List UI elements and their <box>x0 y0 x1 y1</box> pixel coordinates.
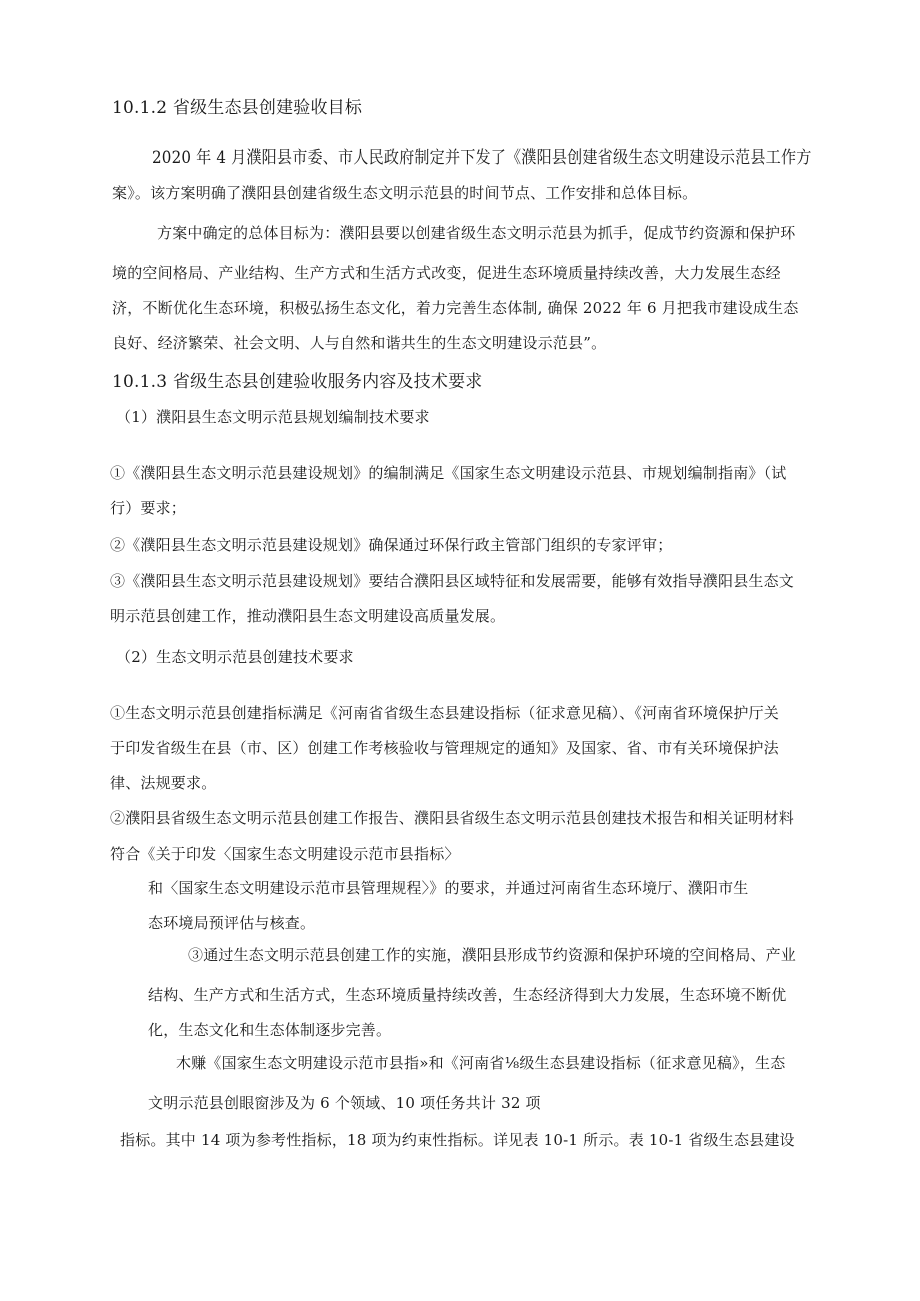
list-item-line: 结构、生产方式和生活方式，生态环境质量持续改善，生态经济得到大力发展，生态环境不断优 <box>148 986 787 1004</box>
section-heading-10-1-3: 10.1.3 省级生态县创建验收服务内容及技术要求 <box>112 372 483 392</box>
list-item-line: ①《濮阳县生态文明示范县建设规划》的编制满足《国家生态文明建设示范县、市规划编制指南》（试 <box>110 464 787 482</box>
list-item-line: 和〈国家生态文明建设示范市县管理规程〉》的要求，并通过河南省生态环境厅、濮阳市生 <box>148 879 749 897</box>
paragraph-line: 良好、经济繁荣、社会文明、人与自然和谐共生的生态文明建设示范县”。 <box>112 334 607 352</box>
list-item-line: 行）要求； <box>110 499 187 517</box>
subsection-heading-2: （2）生态文明示范县创建技术要求 <box>116 648 354 666</box>
list-item-line: 于印发省级生在县（市、区）创建工作考核验收与管理规定的通知》及国家、省、市有关环境保护法 <box>110 739 779 757</box>
list-item-line: 化，生态文化和生态体制逐步完善。 <box>148 1021 392 1039</box>
list-item-line: 符合《关于印发〈国家生态文明建设示范市县指标〉 <box>110 845 460 863</box>
paragraph-line: 木赚《国家生态文明建设示范市县指»和《河南省⅛级生态县建设指标（征求意见稿》，生态 <box>176 1054 786 1072</box>
subsection-heading-1: （1）濮阳县生态文明示范县规划编制技术要求 <box>116 408 430 426</box>
paragraph-line: 方案中确定的总体目标为：濮阳县要以创建省级生态文明示范县为抓手，促成节约资源和保护环 <box>157 224 796 242</box>
list-item-line: ②《濮阳县生态文明示范县建设规划》确保通过环保行政主管部门组织的专家评审； <box>110 536 673 554</box>
list-item-line: ②濮阳县省级生态文明示范县创建工作报告、濮阳县省级生态文明示范县创建技术报告和相关证明材料 <box>110 809 795 827</box>
paragraph-line: 2020 年 4 月濮阳县市委、市人民政府制定并下发了《濮阳县创建省级生态文明建设示范县工作方 <box>152 148 812 168</box>
section-heading-10-1-2: 10.1.2 省级生态县创建验收目标 <box>112 98 363 118</box>
list-item-line: ①生态文明示范县创建指标满足《河南省省级生态县建设指标（征求意见稿）、《河南省环境保护厅关 <box>110 704 780 722</box>
paragraph-line: 案》。该方案明确了濮阳县创建省级生态文明示范县的时间节点、工作安排和总体目标。 <box>112 184 698 202</box>
list-item-line: ③通过生态文明示范县创建工作的实施，濮阳县形成节约资源和保护环境的空间格局、产业 <box>188 946 797 964</box>
paragraph-line: 境的空间格局、产业结构、生产方式和生活方式改变，促进生态环境质量持续改善，大力发展生态经 <box>112 264 781 282</box>
list-item-line: ③《濮阳县生态文明示范县建设规划》要结合濮阳县区域特征和发展需要，能够有效指导濮阳县生态文 <box>110 572 795 590</box>
paragraph-line: 文明示范县创眼窗涉及为 6 个领域、10 项任务共计 32 项 <box>148 1094 541 1112</box>
paragraph-line: 指标。其中 14 项为参考性指标，18 项为约束性指标。详见表 10-1 所示。表 10-1 省级生态县建设 <box>120 1131 795 1149</box>
list-item-line: 明示范县创建工作，推动濮阳县生态文明建设高质量发展。 <box>110 607 506 625</box>
list-item-line: 律、法规要求。 <box>110 774 217 792</box>
list-item-line: 态环境局预评估与核查。 <box>148 914 316 932</box>
paragraph-line: 济，不断优化生态环境，积极弘扬生态文化，着力完善生态体制, 确保 2022 年 6 月把我市建设成生态 <box>112 299 799 317</box>
